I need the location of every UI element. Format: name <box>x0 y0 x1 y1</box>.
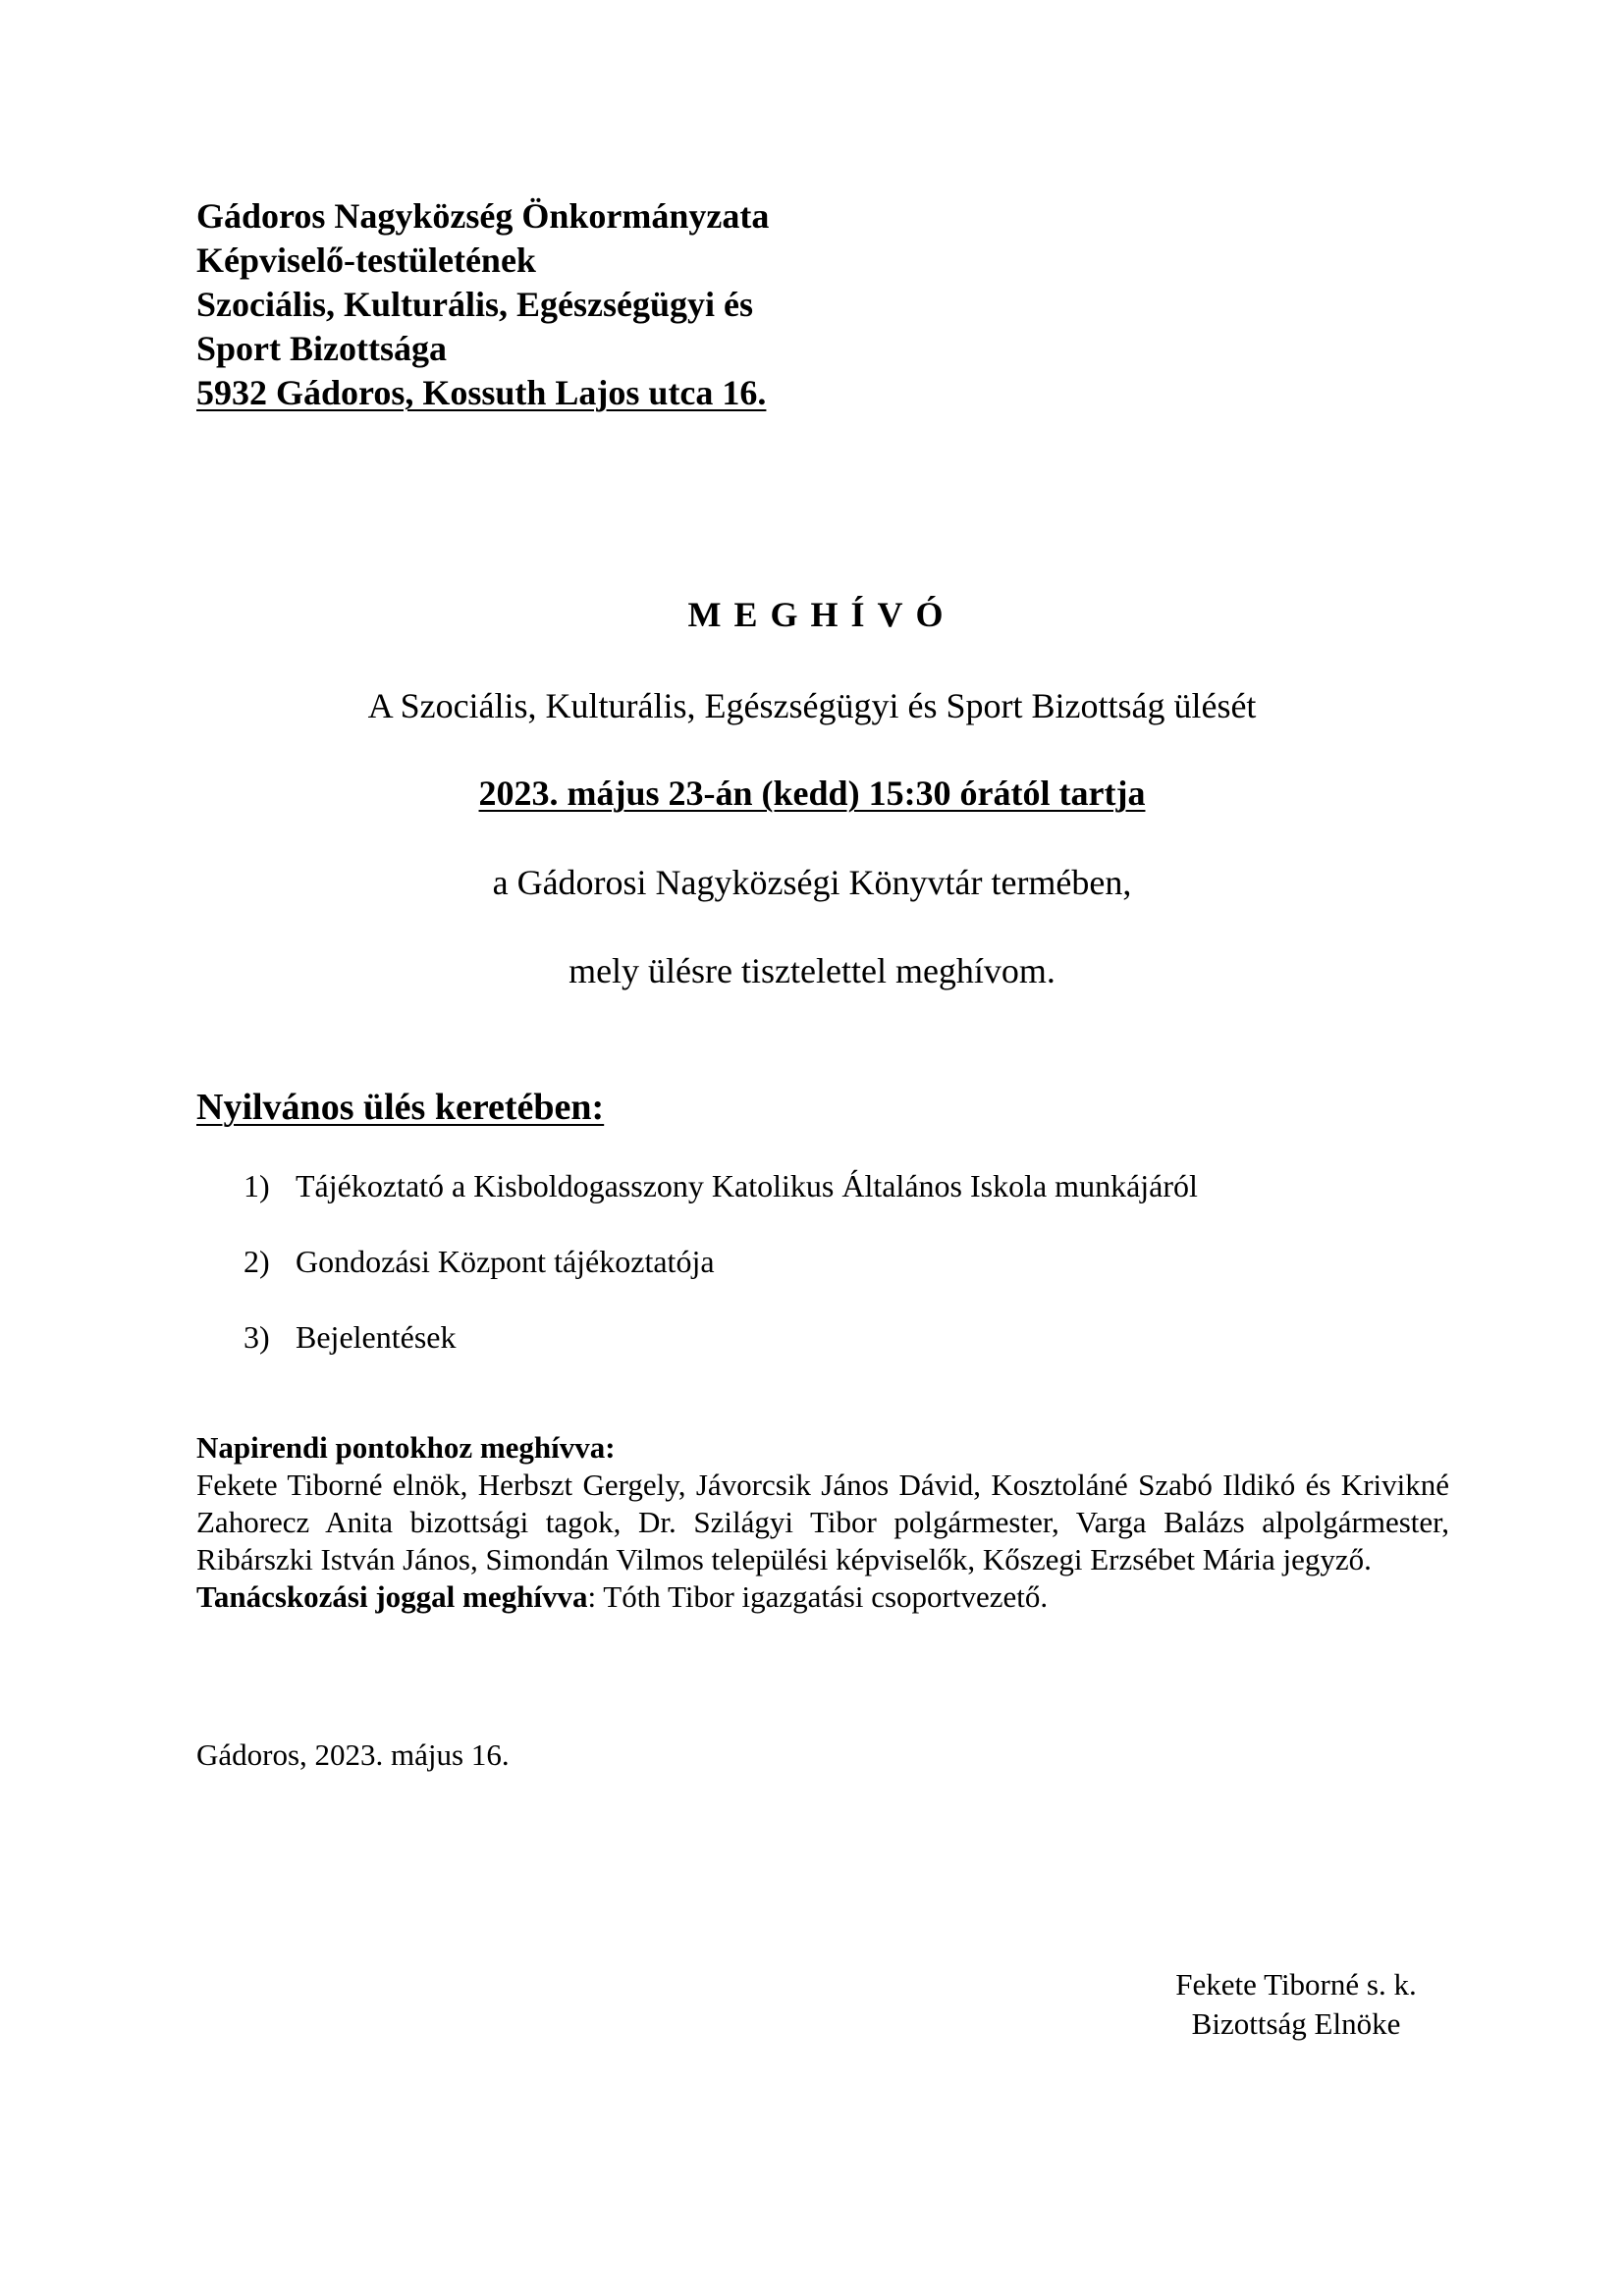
invited-names: Fekete Tiborné elnök, Herbszt Gergely, Jávorcsik János Dávid, Kosztoláné Szabó Ildikó és Krivikné Zahorecz Anita bizottsági tagok, Dr. Szilágyi Tibor polgármester, Varga Balázs alpolgármester, Ribárszki István János, Simondán Vilmos települési képviselők, Kőszegi Erzsébet Mária jegyző. <box>196 1468 1449 1576</box>
agenda-item <box>244 1168 1198 1244</box>
agenda-item <box>244 1244 1198 1319</box>
issuer-line-2: Képviselő-testületének <box>196 240 536 280</box>
issuer-line-4: Sport Bizottsága <box>196 329 447 368</box>
agenda-item-text: Bejelentések <box>296 1319 457 1355</box>
meeting-date: 2023. május 23-án (kedd) 15:30 órától tartja <box>478 774 1146 813</box>
advisory-label: Tanácskozási joggal meghívva <box>196 1579 588 1614</box>
invited-label: Napirendi pontokhoz meghívva: <box>196 1430 616 1465</box>
issuer-line-3: Szociális, Kulturális, Egészségügyi és <box>196 285 753 324</box>
agenda-item <box>244 1319 1198 1395</box>
place-and-date: Gádoros, 2023. május 16. <box>196 1737 510 1772</box>
agenda-item-text: Tájékoztató a Kisboldogasszony Katolikus Általános Iskola munkájáról <box>296 1168 1198 1203</box>
agenda-item-number: 3) <box>244 1319 270 1355</box>
invited-section <box>196 1429 1449 1616</box>
issuer-address: 5932 Gádoros, Kossuth Lajos utca 16. <box>196 373 767 412</box>
agenda-item-number: 1) <box>244 1168 270 1203</box>
meeting-date-container <box>0 773 1624 814</box>
agenda-item-text: Gondozási Központ tájékoztatója <box>296 1244 715 1279</box>
signature-block <box>1129 1965 1463 2044</box>
issuer-header <box>196 194 769 415</box>
issuer-line-1: Gádoros Nagyközség Önkormányzata <box>196 196 770 236</box>
agenda-item-number: 2) <box>244 1244 270 1279</box>
signatory-role: Bizottság Elnöke <box>1191 2006 1401 2041</box>
document-title: MEGHÍVÓ <box>687 595 956 634</box>
meeting-location: a Gádorosi Nagyközségi Könyvtár termében, <box>492 863 1132 902</box>
signatory-name: Fekete Tiborné s. k. <box>1175 1967 1417 2002</box>
invitation-line: mely ülésre tisztelettel meghívom. <box>568 951 1056 990</box>
intro-line: A Szociális, Kulturális, Egészségügyi és Sport Bizottság ülését <box>367 686 1257 725</box>
advisory-line <box>196 1578 1449 1616</box>
public-section-heading: Nyilvános ülés keretében: <box>196 1087 605 1128</box>
public-section-heading-container <box>196 1086 604 1129</box>
agenda-list <box>244 1168 1198 1395</box>
advisory-text: : Tóth Tibor igazgatási csoportvezető. <box>587 1579 1049 1614</box>
